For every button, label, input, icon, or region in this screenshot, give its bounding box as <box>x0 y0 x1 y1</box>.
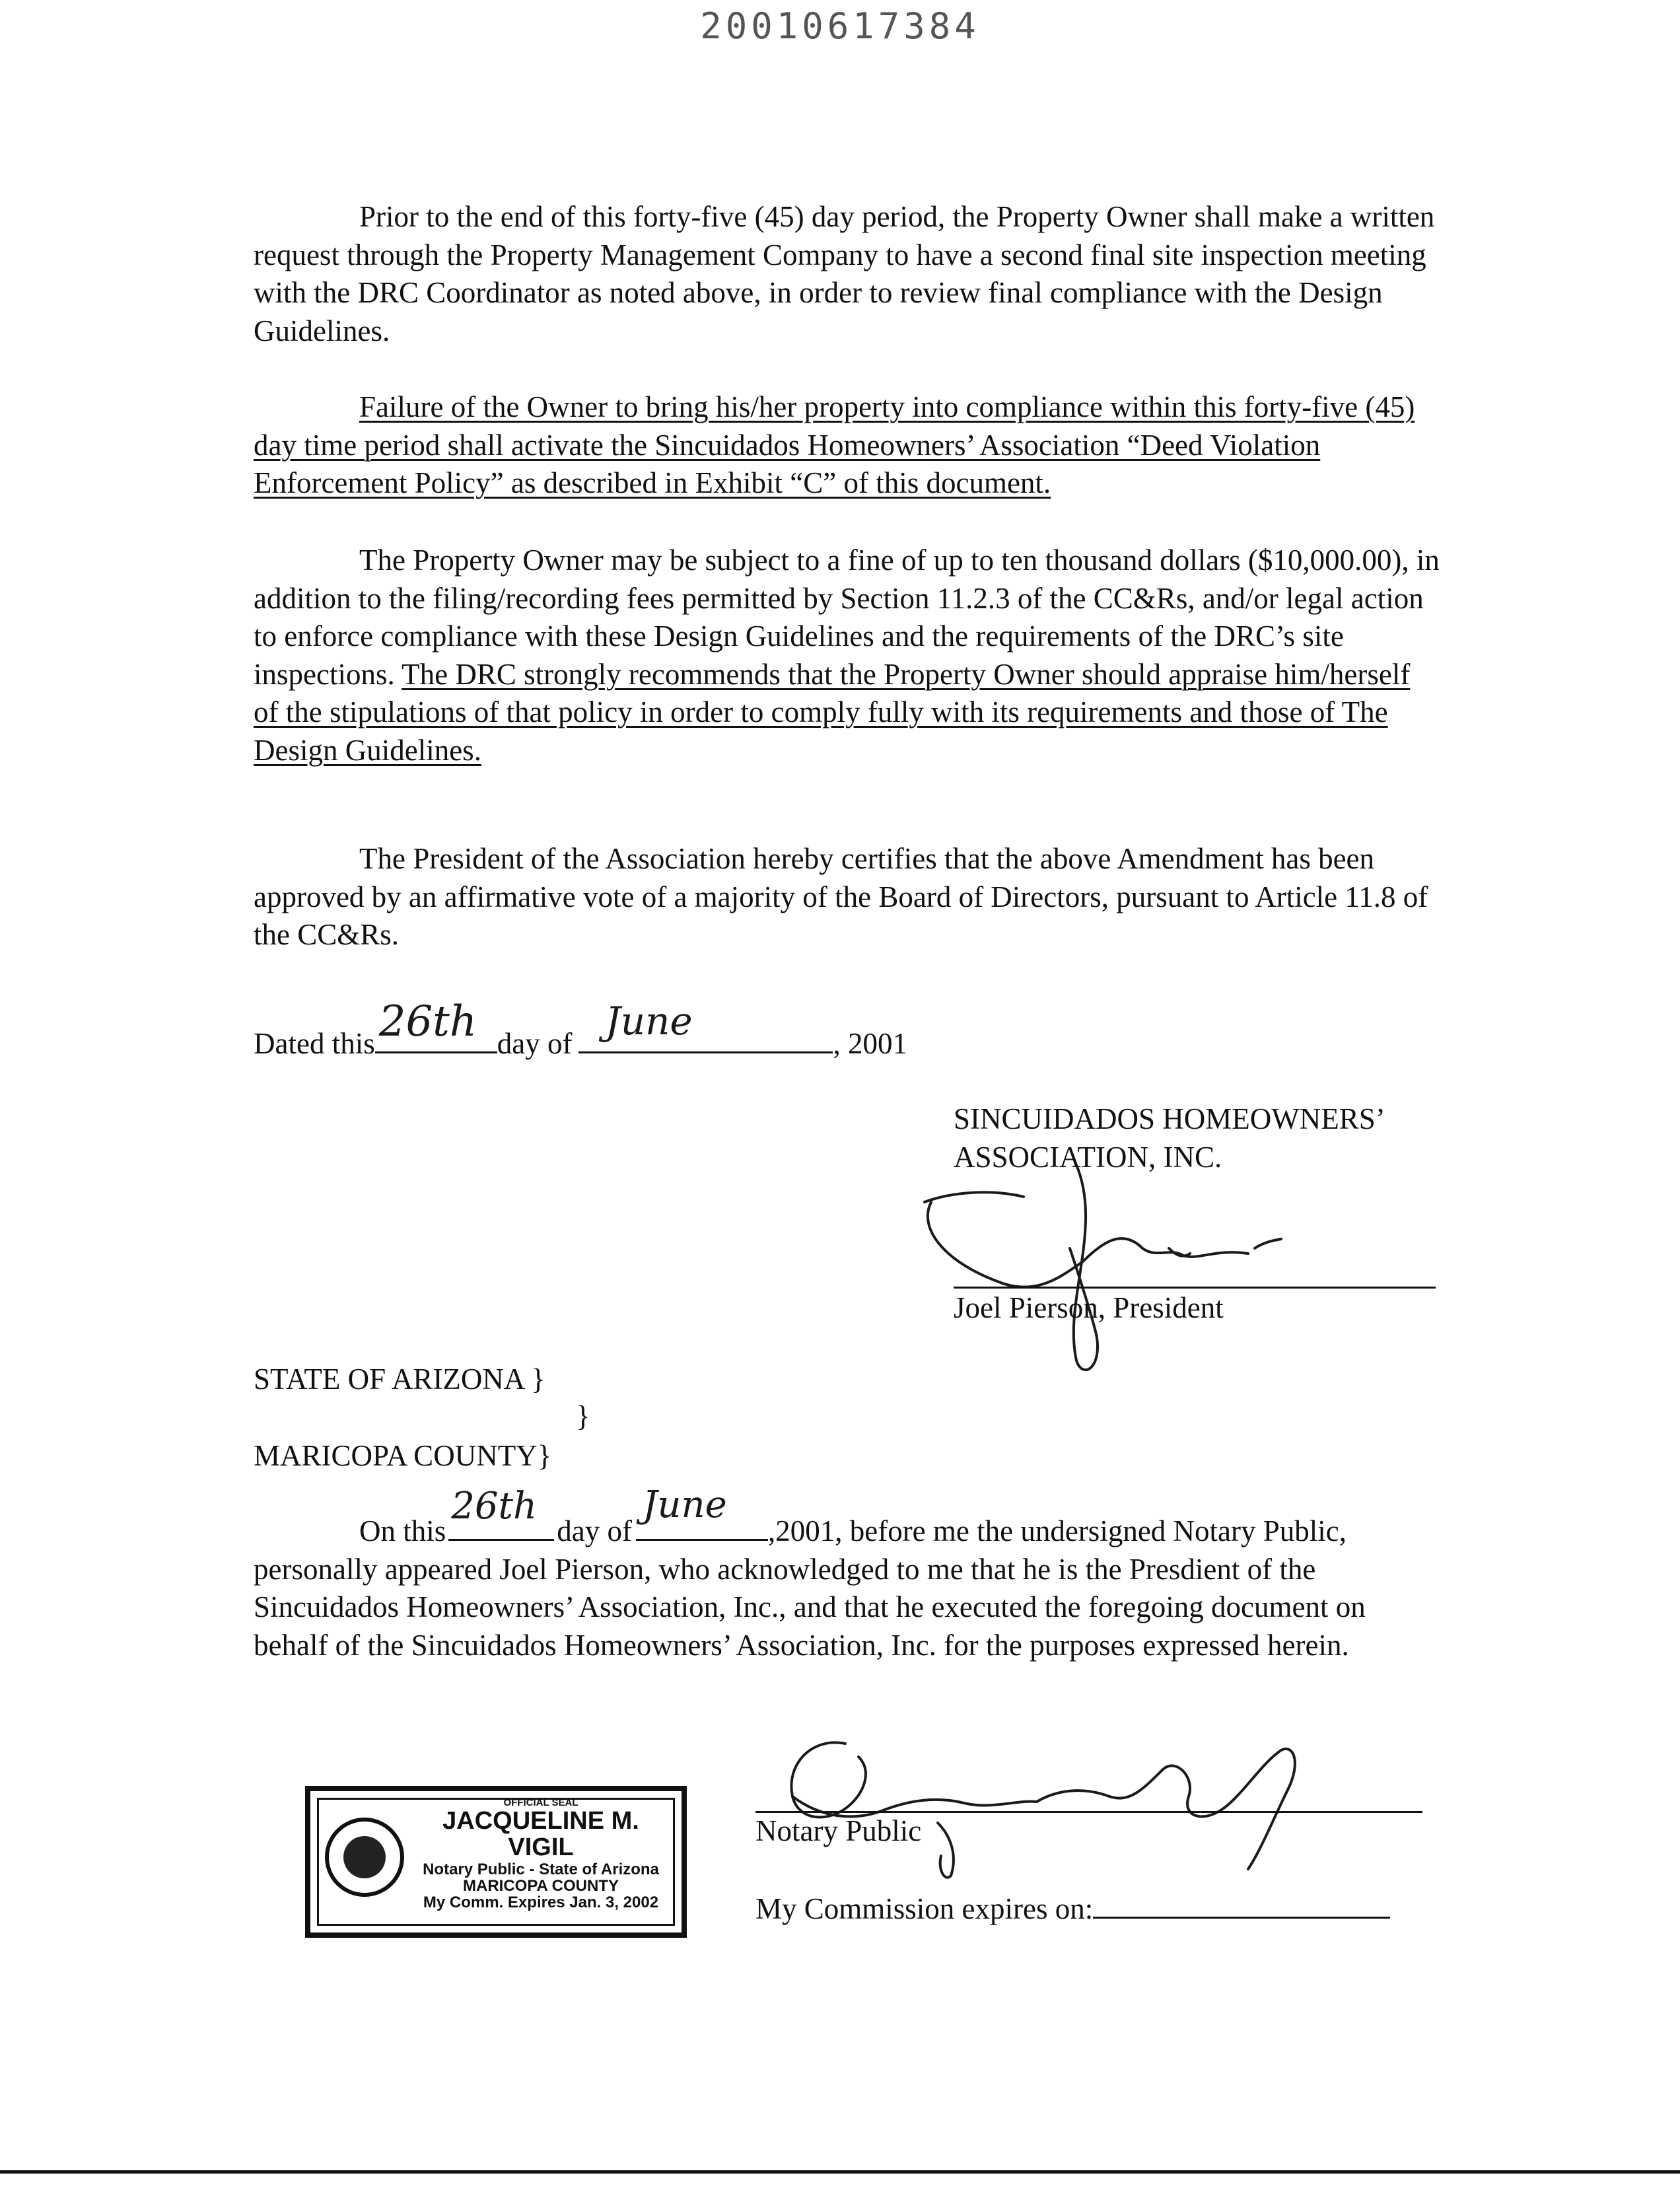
venue-county: MARICOPA COUNTY} <box>254 1439 552 1472</box>
commission-blank <box>1093 1890 1390 1919</box>
seal-county: MARICOPA COUNTY <box>463 1876 619 1895</box>
president-name: Joel Pierson, President <box>954 1291 1224 1324</box>
notary-day-blank <box>448 1485 554 1541</box>
dated-prefix: Dated this <box>254 1027 375 1060</box>
president-signature-line <box>954 1287 1436 1289</box>
state-seal-icon <box>325 1818 404 1897</box>
president-signature <box>905 1149 1446 1387</box>
dated-suffix: , 2001 <box>833 1027 907 1060</box>
notary-seal-text <box>409 1798 672 1911</box>
association-name-line1: SINCUIDADOS HOMEOWNERS’ <box>954 1102 1385 1135</box>
document-number: 20010617384 <box>700 5 980 47</box>
dated-middle: day of <box>497 1027 573 1060</box>
dated-month-handwritten: June <box>605 999 693 1044</box>
commission-line <box>755 1890 1390 1926</box>
dated-month-blank <box>578 999 833 1053</box>
paragraph-certification: The President of the Association hereby certifies that the above Amendment has been approved by an affirmative vote of a majority of the Board of Directors, pursuant to Article 11.8 of the CC&Rs. <box>254 842 1428 951</box>
dated-line <box>254 997 907 1061</box>
dated-day-blank <box>375 997 497 1053</box>
notary-acknowledgment <box>254 1483 1442 1664</box>
notary-seal-stamp <box>305 1786 687 1938</box>
fine-text: The Property Owner may be subject to a fine of up to ten thousand dollars ($10,000.00), in addition to the filing/recording fees permitted by Section 11.2.3 of the CC&Rs, and/or legal action to enforce compliance with these Design Guidelines and the requirements of the DRC’s site inspections. <box>254 544 1440 691</box>
paragraph-fine <box>254 542 1442 769</box>
notary-label: Notary Public <box>755 1814 922 1847</box>
seal-official: OFFICIAL SEAL <box>503 1797 578 1808</box>
bottom-rule <box>0 2170 1680 2174</box>
paragraph-enforcement-policy: Failure of the Owner to bring his/her property into compliance within this forty-five (45) day time period shall activate the Sincuidados Homeowners’ Association “Deed Violation Enforcement Policy” as described in Exhibit “C” of this document. <box>254 390 1415 499</box>
association-name-line2: ASSOCIATION, INC. <box>954 1141 1222 1174</box>
notary-month-blank <box>636 1483 768 1541</box>
paragraph-inspection-request: Prior to the end of this forty-five (45) day period, the Property Owner shall make a written request through the Property Management Company to have a second final site inspection meeting with the DRC Coordinator as noted above, in order to review final compliance with the Design Guidelines. <box>254 200 1435 347</box>
notary-middle: day of <box>557 1514 632 1547</box>
notary-month-handwritten: June <box>642 1483 727 1526</box>
notary-signature-line <box>755 1811 1422 1813</box>
seal-notary-title: Notary Public - State of Arizona <box>423 1860 659 1878</box>
notary-day-handwritten: 26th <box>451 1485 538 1528</box>
dated-day-handwritten: 26th <box>378 997 477 1046</box>
commission-label: My Commission expires on: <box>755 1892 1094 1925</box>
notary-prefix: On this <box>359 1514 446 1547</box>
notary-rest: ,2001, before me the undersigned Notary Public, personally appeared Joel Pierson, who acknowledged to me that he is the Presdient of the Sincuidados Homeowners’ Association, Inc., and that he executed the foregoing document on behalf of the Sincuidados Homeowners’ Association, Inc. for the purposes expressed herein. <box>254 1514 1366 1662</box>
seal-notary-name: JACQUELINE M. VIGIL <box>442 1806 639 1861</box>
recommendation-text: The DRC strongly recommends that the Property Owner should appraise him/herself of the stipulations of that policy in order to comply fully with its requirements and those of The Design Guidelines. <box>254 657 1411 767</box>
seal-expiration: My Comm. Expires Jan. 3, 2002 <box>423 1893 659 1911</box>
notary-signature <box>740 1724 1347 1882</box>
venue-brace: } <box>576 1400 590 1433</box>
venue-state: STATE OF ARIZONA } <box>254 1363 545 1396</box>
